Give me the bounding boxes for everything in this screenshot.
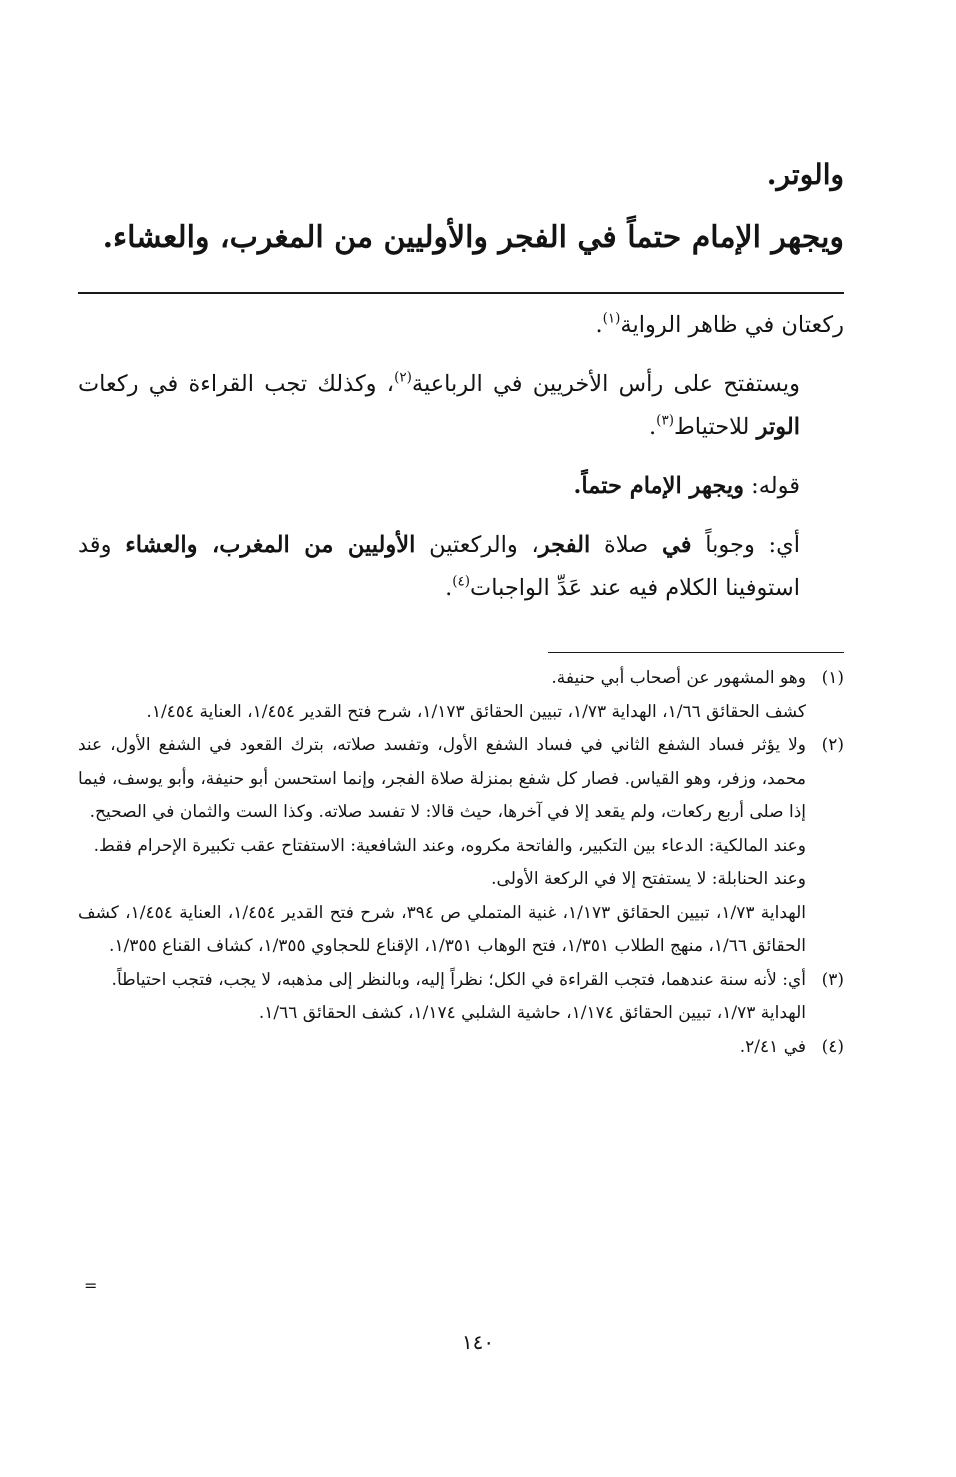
commentary bbox=[78, 304, 844, 626]
footnotes-separator-rule bbox=[548, 652, 844, 653]
continuation-mark: = bbox=[84, 1276, 98, 1295]
matn-line-1: والوتر. bbox=[766, 158, 844, 191]
page-number: ١٤٠ bbox=[461, 1330, 495, 1354]
footnote-4 bbox=[78, 1031, 844, 1065]
footnote-line: أي: لأنه سنة عندهما، فتجب القراءة في الكل؛ نظراً إليه، وبالنظر إلى مذهبه، لا يجب، فتجب احتياطاً. bbox=[111, 969, 806, 990]
page-body bbox=[78, 0, 844, 1477]
footnote-ref-1[interactable]: (١) bbox=[602, 310, 621, 327]
commentary-paragraph-3: قوله: ويجهر الإمام حتماً. bbox=[573, 473, 800, 499]
footnote-line: وعند المالكية: الدعاء بين التكبير، والفاتحة مكروه، وعند الشافعية: الاستفتاح عقب تكبيرة الإحرام فقط. bbox=[93, 835, 806, 856]
footnote-number: (٢) bbox=[821, 735, 844, 755]
footnote-line: الهداية ١/٧٣، تبيين الحقائق ١/١٧٣، غنية المتملي ص ٣٩٤، شرح فتح القدير ١/٤٥٤، العناية ١/٤٥٤، كشف الحقائق ١/٦٦، منهج الطلاب ١/٣٥١، فتح الوهاب ١/٣٥١، الإقناع للحجاوي ١/٣٥٥، كشاف القناع ١/٣٥٥. bbox=[78, 902, 807, 956]
footnote-line: ولا يؤثر فساد الشفع الثاني في فساد الشفع الأول، وتفسد صلاته، بترك القعود في الشفع الأول، عند محمد، وزفر، وهو القياس. فصار كل شفع بمنزلة صلاة الفجر، وإنما استحسن أبو حنيفة، وأبو يوسف، فيما إذا صلى أربع ركعات، ولم يقعد إلا في آخرها، حيث قالا: لا تفسد صلاته. وكذا الست والثمان في الصحيح. bbox=[78, 735, 806, 822]
footnote-line: في ٢/٤١. bbox=[739, 1036, 806, 1057]
footnote-line: وعند الحنابلة: لا يستفتح إلا في الركعة الأولى. bbox=[491, 869, 806, 889]
footnote-line: الهداية ١/٧٣، تبيين الحقائق ١/١٧٤، حاشية الشلبي ١/١٧٤، كشف الحقائق ١/٦٦. bbox=[258, 1003, 806, 1023]
footnote-2 bbox=[78, 729, 844, 964]
commentary-paragraph-4: أي: وجوباً في صلاة الفجر، والركعتين الأوليين من المغرب، والعشاء وقد استوفينا الكلام فيه عند عَدِّ الواجبات$^{(٤)}$. bbox=[78, 532, 801, 601]
footnote-number: (٣) bbox=[821, 969, 844, 990]
footnote-line: وهو المشهور عن أصحاب أبي حنيفة. bbox=[551, 668, 806, 688]
matn-separator-rule bbox=[78, 292, 844, 294]
footnote-ref-4[interactable]: (٤) bbox=[452, 573, 471, 590]
matn-line-2: ويجهر الإمام حتماً في الفجر والأوليين من المغرب، والعشاء. bbox=[102, 220, 844, 255]
footnotes bbox=[78, 662, 844, 1064]
commentary-paragraph-2: ويستفتح على رأس الأخريين في الرباعية$^{(٢)}$، وكذلك تجب القراءة في ركعات الوتر للاحتياط$^{(٣)}$. bbox=[78, 369, 801, 440]
footnote-number: (١) bbox=[821, 668, 844, 688]
footnote-line: كشف الحقائق ١/٦٦، الهداية ١/٧٣، تبيين الحقائق ١/١٧٣، شرح فتح القدير ١/٤٥٤، العناية ١/٤٥٤. bbox=[146, 701, 806, 722]
footnote-ref-2[interactable]: (٢) bbox=[394, 369, 412, 386]
footnote-ref-3[interactable]: (٣) bbox=[656, 412, 674, 429]
footnote-3 bbox=[78, 964, 844, 1031]
commentary-paragraph-1: ركعتان في ظاهر الرواية$^{(١)}$. bbox=[595, 310, 844, 338]
footnote-1 bbox=[78, 662, 844, 729]
footnote-number: (٤) bbox=[821, 1036, 844, 1057]
